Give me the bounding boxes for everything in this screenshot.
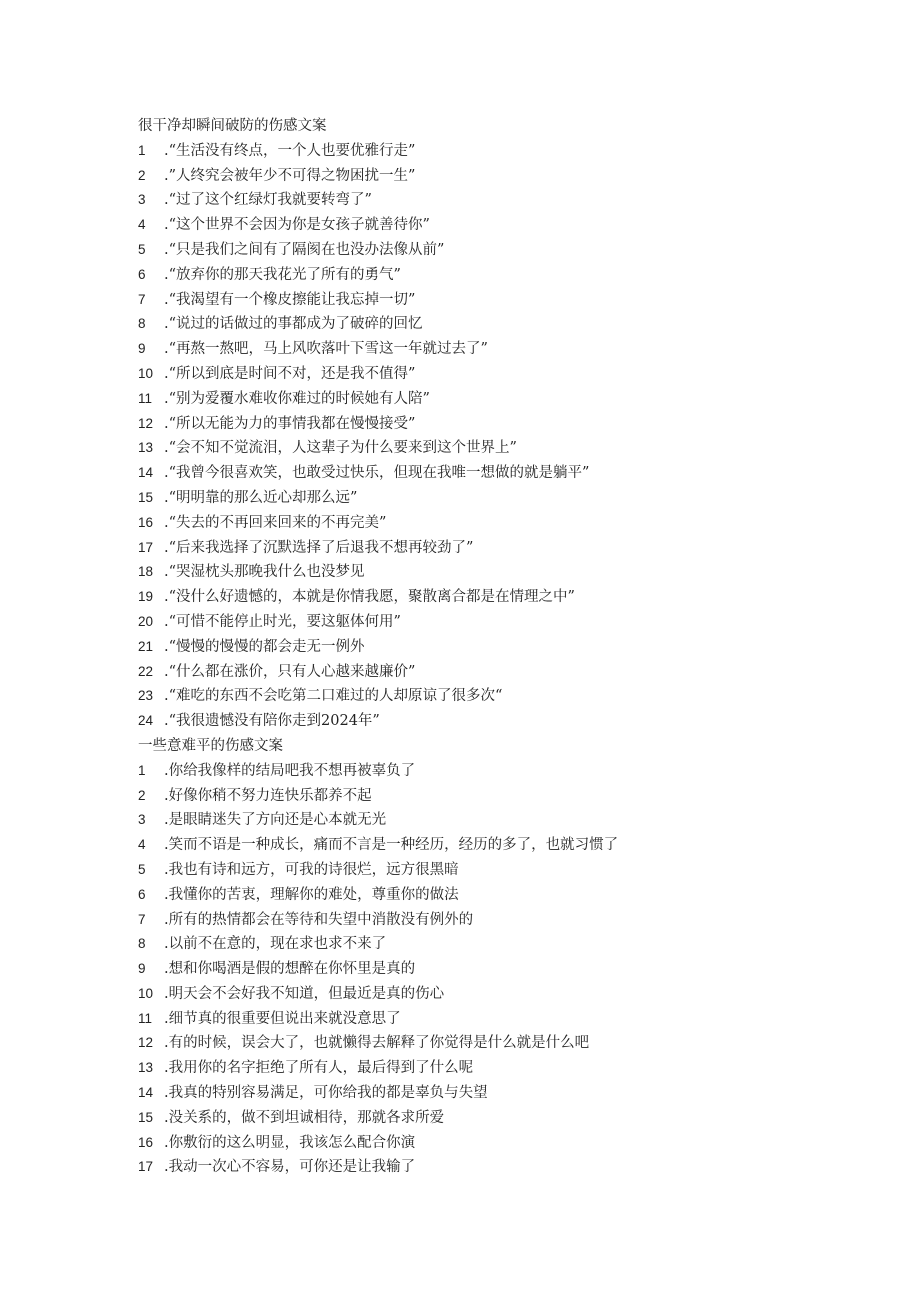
list-item-number: 2 (138, 167, 146, 183)
list-item (138, 536, 878, 561)
list-item (138, 461, 878, 486)
list-item-number: 10 (138, 985, 154, 1001)
list-item (138, 709, 878, 734)
list-item-text: .没关系的，做不到坦诚相待，那就各求所爱 (164, 1109, 445, 1126)
list-item-number: 12 (138, 415, 154, 431)
list-item (138, 908, 878, 933)
list-item (138, 932, 878, 957)
list-item-text: .“后来我选择了沉默选择了后退我不想再较劲了” (164, 539, 474, 556)
list-item (138, 560, 878, 585)
list-item-number: 14 (138, 1085, 154, 1101)
list-item (138, 1081, 878, 1106)
list-item-number: 24 (138, 713, 154, 729)
list-item-text: .笑而不语是一种成长，痛而不言是一种经历，经历的多了，也就习惯了 (164, 837, 619, 854)
list-item-text: .“所以无能为力的事情我都在慢慢接受” (164, 415, 416, 432)
list-item (138, 1131, 878, 1156)
list-item-number: 7 (138, 291, 146, 307)
list-item (138, 238, 878, 263)
list-item-text: .我懂你的苦衷，理解你的难处，尊重你的做法 (164, 886, 459, 903)
list-item-text: .细节真的很重要但说出来就没意思了 (164, 1010, 401, 1027)
list-item (138, 486, 878, 511)
list-item-number: 8 (138, 936, 146, 952)
list-item-text: .“可惜不能停止时光，要这躯体何用” (164, 613, 401, 630)
list-item (138, 1031, 878, 1056)
list-item-number: 7 (138, 911, 146, 927)
list-item (138, 188, 878, 213)
list-item (138, 1155, 878, 1180)
list-item (138, 610, 878, 635)
list-item-text: .“什么都在涨价，只有人心越来越廉价” (164, 663, 416, 680)
list-item (138, 1007, 878, 1032)
list-item-text: .“明明靠的那么近心却那么远” (164, 489, 358, 506)
list-item (138, 511, 878, 536)
list-item-number: 3 (138, 192, 146, 208)
list-item (138, 833, 878, 858)
list-item (138, 858, 878, 883)
list-item-text: .我用你的名字拒绝了所有人，最后得到了什么呢 (164, 1060, 474, 1077)
list-item (138, 585, 878, 610)
list-item-number: 14 (138, 465, 154, 481)
list-item-text: .以前不在意的，现在求也求不来了 (164, 936, 387, 953)
list-item-text: .“失去的不再回来回来的不再完美” (164, 514, 387, 531)
list-item-number: 11 (138, 1010, 153, 1026)
list-item (138, 660, 878, 685)
list-item (138, 213, 878, 238)
list-item-number: 15 (138, 1109, 154, 1125)
list-item-text: .好像你稍不努力连快乐都养不起 (164, 787, 372, 804)
list-item-number: 19 (138, 589, 154, 605)
list-item-text: .所有的热情都会在等待和失望中消散没有例外的 (164, 911, 474, 928)
list-item-text: .“我渴望有一个橡皮擦能让我忘掉一切” (164, 291, 416, 308)
list-item (138, 1056, 878, 1081)
list-item-text: .“会不知不觉流泪，人这辈子为什么要来到这个世界上” (164, 440, 517, 457)
list-item (138, 337, 878, 362)
list-item-text: .“说过的话做过的事都成为了破碎的回忆 (164, 316, 423, 333)
list-item (138, 387, 878, 412)
list-item-number: 5 (138, 241, 146, 257)
list-item-number: 9 (138, 341, 146, 357)
list-item-number: 23 (138, 688, 154, 704)
list-item-text: .“生活没有终点，一个人也要优雅行走” (164, 142, 416, 159)
list-item-number: 8 (138, 316, 146, 332)
list-item (138, 784, 878, 809)
list-item-number: 5 (138, 861, 146, 877)
list-item-text: .“我很遗憾没有陪你走到2024年” (164, 713, 380, 730)
list-item (138, 312, 878, 337)
list-item-number: 13 (138, 1060, 154, 1076)
list-item-text: .“别为爱覆水难收你难过的时候她有人陪” (164, 390, 430, 407)
list-item-number: 6 (138, 266, 146, 282)
list-item-text: .”人终究会被年少不可得之物困扰一生” (164, 167, 416, 184)
list-item (138, 808, 878, 833)
list-item-number: 4 (138, 217, 146, 233)
list-item-text: .想和你喝酒是假的想醉在你怀里是真的 (164, 961, 416, 978)
list-item-text: .“难吃的东西不会吃第二口难过的人却原谅了很多次“ (164, 688, 503, 705)
list-item-number: 18 (138, 564, 154, 580)
list-item-number: 1 (138, 142, 146, 158)
section-title: 一些意难平的伤感文案 (138, 737, 283, 754)
list-item (138, 288, 878, 313)
list-item-text: .“再熬一熬吧，马上风吹落叶下雪这一年就过去了” (164, 341, 488, 358)
list-item-number: 17 (138, 1159, 154, 1175)
list-item-text: .你敷衍的这么明显，我该怎么配合你演 (164, 1134, 416, 1151)
list-item-text: .“哭湿枕头那晚我什么也没梦见 (164, 564, 365, 581)
list-item-number: 1 (138, 762, 146, 778)
list-item-number: 3 (138, 812, 146, 828)
list-item-text: .你给我像样的结局吧我不想再被辜负了 (164, 762, 416, 779)
list-item (138, 1106, 878, 1131)
list-item-text: .“没什么好遗憾的，本就是你情我愿，聚散离合都是在情理之中” (164, 589, 575, 606)
list-item-number: 16 (138, 514, 154, 530)
list-item-text: .“过了这个红绿灯我就要转弯了” (164, 192, 372, 209)
list-item-number: 22 (138, 663, 154, 679)
list-item-number: 4 (138, 837, 146, 853)
list-item-number: 2 (138, 787, 146, 803)
list-item-text: .“我曾今很喜欢笑，也敢受过快乐，但现在我唯一想做的就是躺平” (164, 465, 590, 482)
list-item-number: 11 (138, 390, 153, 406)
list-item-number: 9 (138, 961, 146, 977)
list-item-text: .“这个世界不会因为你是女孩子就善待你” (164, 217, 430, 234)
list-item-text: .明天会不会好我不知道，但最近是真的伤心 (164, 985, 445, 1002)
list-item-number: 21 (138, 638, 154, 654)
list-item (138, 263, 878, 288)
list-item-text: .我动一次心不容易，可你还是让我输了 (164, 1159, 416, 1176)
list-item-text: .是眼睛迷失了方向还是心本就无光 (164, 812, 387, 829)
section-title: 很干净却瞬间破防的伤感文案 (138, 118, 327, 134)
list-item-text: .我真的特别容易满足，可你给我的都是辜负与失望 (164, 1085, 488, 1102)
list-item-text: .我也有诗和远方，可我的诗很烂，远方很黑暗 (164, 861, 459, 878)
list-item-number: 17 (138, 539, 154, 555)
list-item-text: .有的时候，误会大了，也就懒得去解释了你觉得是什么就是什么吧 (164, 1035, 590, 1052)
list-item (138, 957, 878, 982)
list-item-number: 20 (138, 613, 154, 629)
list-item (138, 684, 878, 709)
list-item (138, 436, 878, 461)
list-item-number: 15 (138, 489, 154, 505)
document-content (138, 114, 878, 1180)
list-item (138, 883, 878, 908)
list-item (138, 982, 878, 1007)
list-item-text: .“慢慢的慢慢的都会走无一例外 (164, 638, 365, 655)
list-item (138, 759, 878, 784)
list-item-number: 10 (138, 365, 154, 381)
list-item-text: .“只是我们之间有了隔阂在也没办法像从前” (164, 241, 445, 258)
list-item-text: .“所以到底是时间不对，还是我不值得” (164, 365, 416, 382)
list-item-number: 13 (138, 440, 154, 456)
list-item-number: 6 (138, 886, 146, 902)
list-item (138, 412, 878, 437)
list-item-number: 16 (138, 1134, 154, 1150)
list-item-text: .“放弃你的那天我花光了所有的勇气” (164, 266, 401, 283)
list-item (138, 139, 878, 164)
list-item-number: 12 (138, 1035, 154, 1051)
list-item (138, 164, 878, 189)
list-item (138, 362, 878, 387)
list-item (138, 635, 878, 660)
